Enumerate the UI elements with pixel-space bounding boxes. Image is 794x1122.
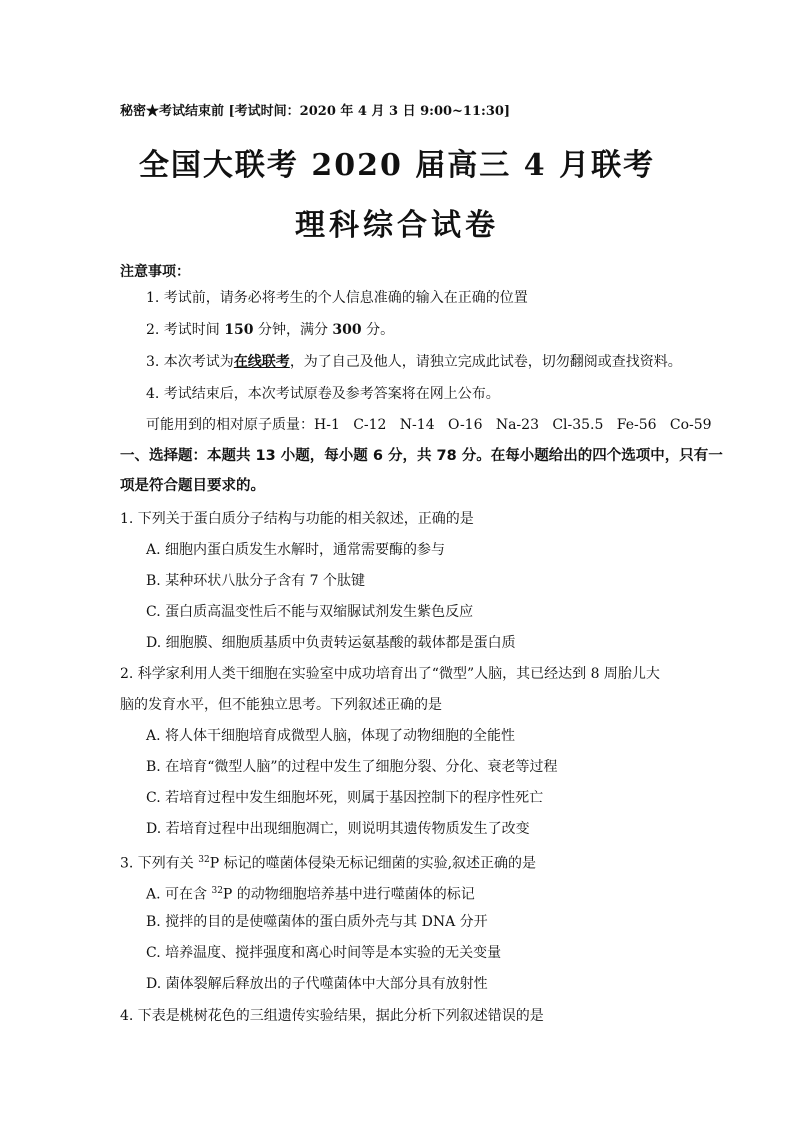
note-item-2-text: 分钟，满分 [253,322,333,338]
note-item-2 [146,320,394,340]
question-3-option-a-text: A. 可在含 [146,886,212,903]
exam-duration: 150 [224,322,254,338]
isotope-superscript: 32 [211,886,223,896]
notes-heading: 注意事项： [120,264,190,280]
question-1-option-c: C. 蛋白质高温变性后不能与双缩脲试剂发生紫色反应 [146,604,474,620]
question-3-stem [120,850,536,874]
question-1-option-b: B. 某种环状八肽分子含有 7 个肽键 [146,573,365,589]
note-item-1: 1. 考试前，请务必将考生的个人信息准确的输入在正确的位置 [146,290,528,306]
question-4-stem: 4. 下表是桃树花色的三组遗传实验结果，据此分析下列叙述错误的是 [120,1008,544,1024]
question-2-option-a: A. 将人体干细胞培育成微型人脑，体现了动物细胞的全能性 [146,728,516,744]
question-3-option-a-text: P 的动物细胞培养基中进行噬菌体的标记 [222,886,475,903]
full-score: 300 [332,322,362,338]
note-item-3-text: ，为了自己及他人，请独立完成此试卷，切勿翻阅或查找资料。 [289,354,682,370]
isotope-superscript: 32 [198,855,210,865]
question-2-stem-line1: 2. 科学家利用人类干细胞在实验室中成功培育出了“微型”人脑，其已经达到 8 周胎儿大 [120,666,660,682]
question-3-stem-text: 3. 下列有关 [120,855,199,872]
atomic-masses: 可能用到的相对原子质量：H-1 C-12 N-14 O-16 Na-23 Cl-35.5 Fe-56 Co-59 [146,417,712,433]
note-item-2-text: 分。 [361,322,395,338]
question-2-option-b: B. 在培育“微型人脑”的过程中发生了细胞分裂、分化、衰老等过程 [146,759,558,775]
question-2-option-d: D. 若培育过程中出现细胞凋亡，则说明其遗传物质发生了改变 [146,821,530,837]
question-2-stem-line2: 脑的发育水平，但不能独立思考。下列叙述正确的是 [120,697,442,713]
note-item-2-text: 2. 考试时间 [146,322,225,338]
question-1-option-a: A. 细胞内蛋白质发生水解时，通常需要酶的参与 [146,542,446,558]
confidential-header: 秘密★考试结束前 [考试时间：2020 年 4 月 3 日 9:00~11:30] [120,104,511,119]
online-exam-emphasis: 在线联考 [233,354,290,370]
section-heading-line1: 一、选择题：本题共 13 小题，每小题 6 分，共 78 分。在每小题给出的四个选项中，只有一 [120,448,723,464]
note-item-4: 4. 考试结束后，本次考试原卷及参考答案将在网上公布。 [146,386,500,402]
question-3-option-d: D. 菌体裂解后释放出的子代噬菌体中大部分具有放射性 [146,976,488,992]
question-3-stem-text: P 标记的噬菌体侵染无标记细菌的实验,叙述正确的是 [209,855,537,872]
question-1-stem: 1. 下列关于蛋白质分子结构与功能的相关叙述，正确的是 [120,511,474,527]
question-2-option-c: C. 若培育过程中发生细胞坏死，则属于基因控制下的程序性死亡 [146,790,544,806]
question-3-option-b: B. 搅拌的目的是使噬菌体的蛋白质外壳与其 DNA 分开 [146,914,488,930]
note-item-3-text: 3. 本次考试为 [146,354,234,370]
section-heading-line2: 项是符合题目要求的。 [120,478,265,494]
exam-title: 全国大联考 2020 届高三 4 月联考 [138,148,656,183]
question-1-option-d: D. 细胞膜、细胞质基质中负责转运氨基酸的载体都是蛋白质 [146,635,516,651]
note-item-3 [146,352,682,372]
question-3-option-c: C. 培养温度、搅拌强度和离心时间等是本实验的无关变量 [146,945,502,961]
exam-subtitle: 理科综合试卷 [295,208,499,243]
question-3-option-a [146,881,475,905]
